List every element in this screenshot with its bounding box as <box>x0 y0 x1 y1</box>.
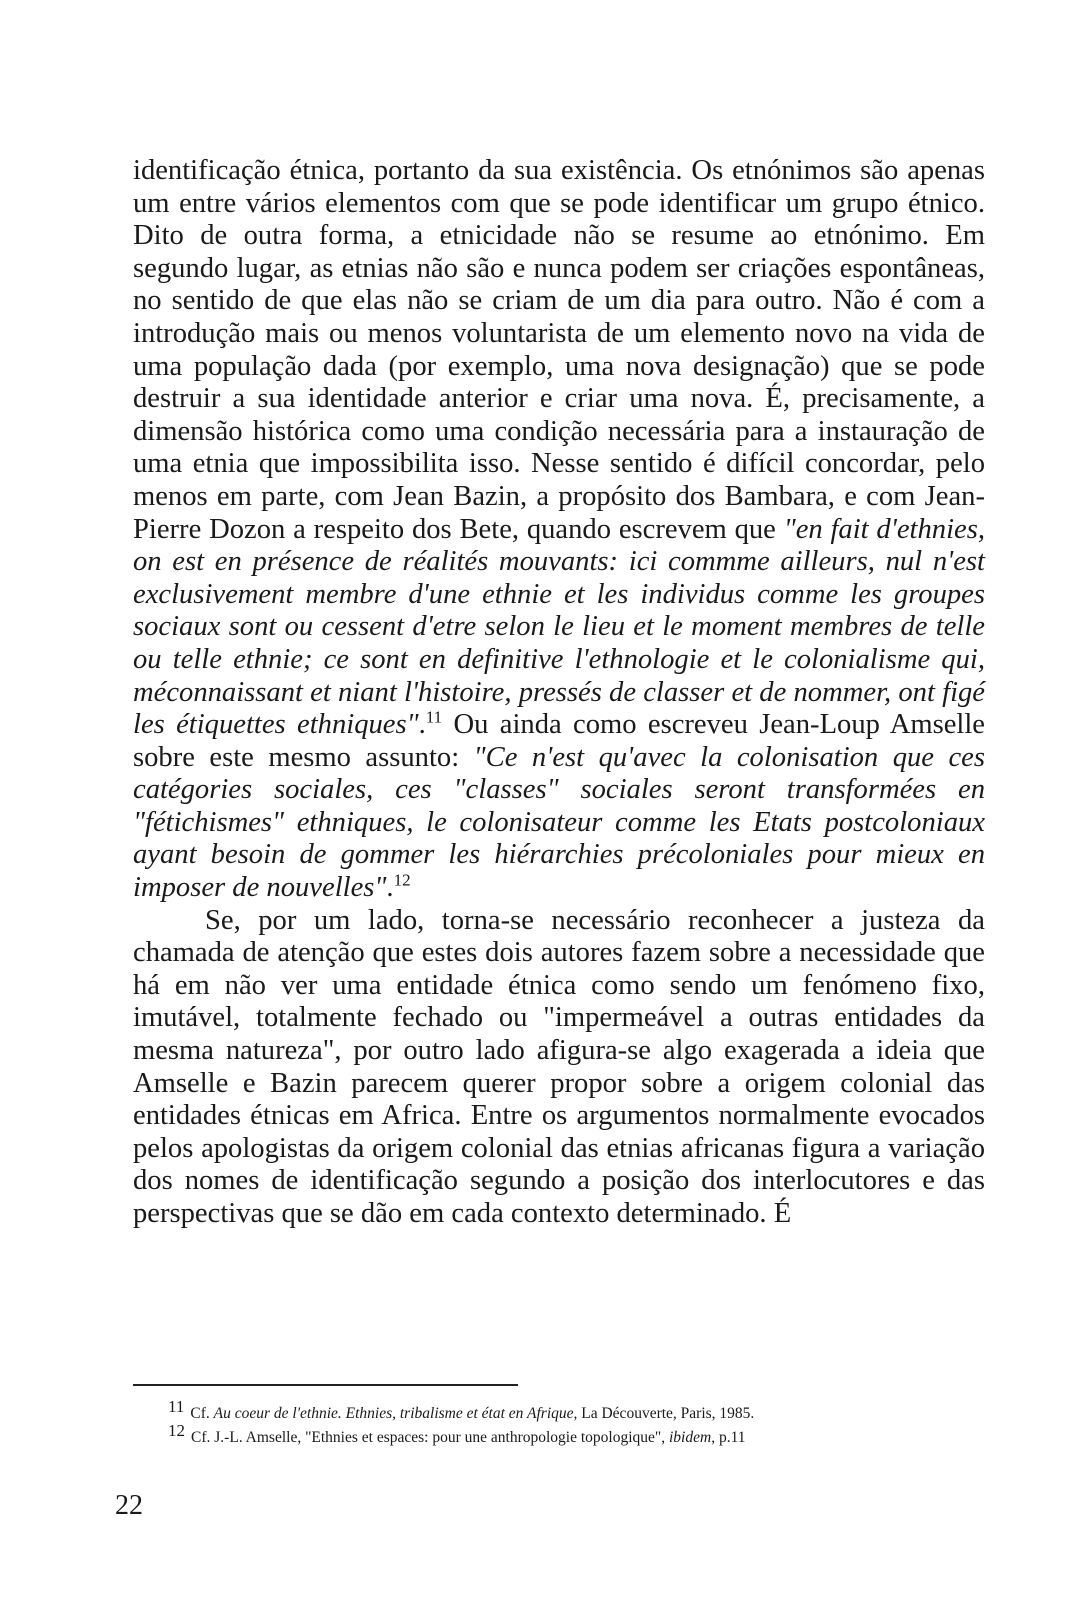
paragraph-2: Se, por um lado, torna-se necessário reconhecer a justeza da chamada de atenção que estes dois autores fazem sobre a necessidade que há em não ver uma entidade étnica como sendo um fenómeno fixo, imutável, totalmente fechado ou "impermeável a outras entidades da mesma natureza", por outro lado afigura-se algo exagerada a ideia que Amselle e Bazin parecem querer propor sobre a origem colonial das entidades étnicas em Africa. Entre os argumentos normalmente evocados pelos apologistas da origem colonial das etnias africanas figura a variação dos nomes de identificação segundo a posição dos interlocutores e das perspectivas que se dão em cada contexto determinado. É <box>133 904 985 1229</box>
page-number: 22 <box>115 1490 143 1521</box>
footnotes <box>168 1396 988 1450</box>
paragraph-1-continuation: Ou ainda como escreveu Jean-Loup Amselle sobre este mesmo assunto: <box>133 709 985 773</box>
bazin-dozon-quote: "en fait d'ethnies, on est en présence de réalités mouvants: ici commme ailleurs, nul n'est exclusivement membre d'une ethnie et les individus comme les groupes sociaux sont ou cessent d'etre selon le lieu et le moment membres de telle ou telle ethnie; ce sont en definitive l'ethnologie et le colonialisme qui, méconnaissant et niant l'histoire, pressés de classer et de nommer, ont figé les étiquettes ethniques" <box>133 513 985 741</box>
footnote-suffix: , p.11 <box>711 1429 746 1446</box>
footnote-12 <box>168 1420 988 1450</box>
paragraph-1: identificação étnica, portanto da sua existência. Os etnónimos são apenas um entre vários elementos com que se pode identificar um grupo étnico. Dito de outra forma, a etnicidade não se resume ao etnónimo. Em segundo lugar, as etnias não são e nunca podem ser criações espontâneas, no sentido de que elas não se criam de um dia para outro. Não é com a introdução mais ou menos voluntarista de um elemento novo na vida de uma população dada (por exemplo, uma nova designação) que se pode destruir a sua identidade anterior e criar uma nova. É, precisamente, a dimensão histórica como uma condição necessária para a instauração de uma etnia que impossibilita isso. Nesse sentido é difícil concordar, pelo menos em parte, com Jean Bazin, a propósito dos Bambara, e com Jean-Pierre Dozon a respeito dos Bete, quando escrevem que "en fait d'ethnies, on est en présence de réalités mouvants: ici commme ailleurs, nul n'est exclusivement membre d'une ethnie et les individus comme les groupes sociaux sont ou cessent d'etre selon le lieu et le moment membres de telle ou telle ethnie; ce sont en definitive l'ethnologie et le colonialisme qui, méconnaissant et niant l'histoire, pressés de classer et de nommer, ont figé les étiquettes ethniques".$^{11}$ Ou ainda como escreveu Jean-Loup Amselle sobre este mesmo assunto: "Ce n'est qu'avec la colonisation que ces catégories sociales, ces "classes" sociales seront transformées en "fétichismes" ethniques, le colonisateur comme les Etats postcoloniaux ayant besoin de gommer les hiérarchies précoloniales pour mieux en imposer de nouvelles".$^{12}$ <box>133 155 985 904</box>
footnote-prefix: Cf. J.-L. Amselle, "Ethnies et espaces: pour une anthropologie topologique", <box>191 1429 669 1446</box>
footnote-title: ibidem <box>669 1429 712 1446</box>
footnote-divider <box>133 1384 518 1386</box>
footnote-title: Au coeur de l'ethnie. Ethnies, tribalisme et état en Afrique <box>213 1405 574 1422</box>
amselle-quote: "Ce n'est qu'avec la colonisation que ces catégories sociales, ces "classes" sociales seront transformées en "fétichismes" ethniques, le colonisateur comme les Etats postcoloniaux ayant besoin de gommer les hiérarchies précoloniales pour mieux en imposer de nouvelles" <box>133 741 985 904</box>
footnote-11 <box>168 1396 988 1426</box>
footnote-number: 11 <box>168 1396 185 1416</box>
footnote-suffix: , La Découverte, Paris, 1985. <box>573 1405 755 1422</box>
main-text <box>133 155 985 1231</box>
footnote-number: 12 <box>168 1420 185 1440</box>
footnote-prefix: Cf. <box>190 1405 214 1422</box>
footnote-ref-11: 11 <box>425 707 443 727</box>
paragraph-1-text: identificação étnica, portanto da sua existência. Os etnónimos são apenas um entre vários elementos com que se pode identificar um grupo étnico. Dito de outra forma, a etnicidade não se resume ao etnónimo. Em segundo lugar, as etnias não são e nunca podem ser criações espontâneas, no sentido de que elas não se criam de um dia para outro. Não é com a introdução mais ou menos voluntarista de um elemento novo na vida de uma população dada (por exemplo, uma nova designação) que se pode destruir a sua identidade anterior e criar uma nova. É, precisamente, a dimensão histórica como uma condição necessária para a instauração de uma etnia que impossibilita isso. Nesse sentido é difícil concordar, pelo menos em parte, com Jean Bazin, a propósito dos Bambara, e com Jean-Pierre Dozon a respeito dos Bete, quando escrevem que <box>133 155 985 545</box>
footnote-ref-12: 12 <box>393 870 411 890</box>
